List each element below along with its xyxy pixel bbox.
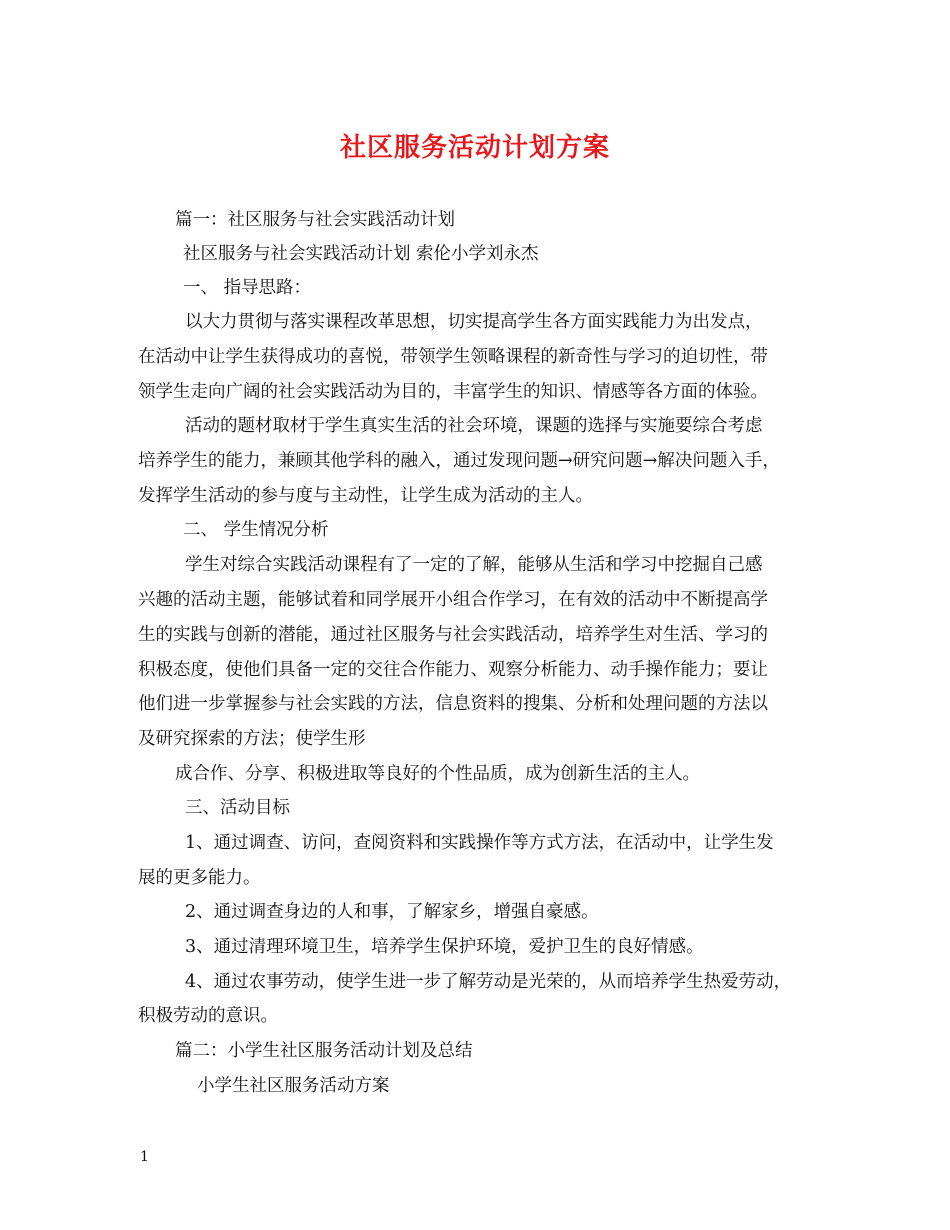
- paragraph-line: 活动的题材取材于学生真实生活的社会环境，课题的选择与实施要综合考虑: [185, 416, 763, 436]
- goal-item-4-continued: 积极劳动的意识。: [138, 1006, 278, 1026]
- goal-item-4: 4、通过农事劳动，使学生进一步了解劳动是光荣的，从而培养学生热爱劳动，: [185, 972, 792, 992]
- document-title: 社区服务活动计划方案: [339, 133, 610, 163]
- subheading-plan-author: 社区服务与社会实践活动计划 索伦小学刘永杰: [183, 244, 539, 264]
- paragraph-line: 积极态度，使他们具备一定的交往合作能力、观察分析能力、动手操作能力；要让: [138, 660, 768, 680]
- paragraph-line: 在活动中让学生获得成功的喜悦，带领学生领略课程的新奇性与学习的迫切性，带: [138, 347, 768, 367]
- paragraph-line: 学生对综合实践活动课程有了一定的了解，能够从生活和学习中挖掘自己感: [185, 555, 763, 575]
- paragraph-line: 成合作、分享、积极进取等良好的个性品质，成为创新生活的主人。: [175, 764, 700, 784]
- paragraph-line: 及研究探索的方法；使学生形: [138, 729, 366, 749]
- subheading-activity-plan: 小学生社区服务活动方案: [197, 1076, 390, 1096]
- heading-activity-goals: 三、活动目标: [185, 798, 290, 818]
- paragraph-line: 以大力贯彻与落实课程改革思想，切实提高学生各方面实践能力为出发点，: [185, 312, 763, 332]
- goal-item-3: 3、通过清理环境卫生，培养学生保护环境，爱护卫生的良好情感。: [185, 937, 704, 957]
- goal-item-1-continued: 展的更多能力。: [138, 868, 261, 888]
- paragraph-line: 他们进一步掌握参与社会实践的方法，信息资料的搜集、分析和处理问题的方法以: [138, 694, 768, 714]
- section-heading-part-two: 篇二：小学生社区服务活动计划及总结: [175, 1041, 473, 1061]
- page-number: 1: [140, 1149, 149, 1165]
- goal-item-2: 2、通过调查身边的人和事，了解家乡，增强自豪感。: [185, 902, 599, 922]
- section-heading-part-one: 篇一：社区服务与社会实践活动计划: [175, 210, 455, 230]
- paragraph-line: 培养学生的能力，兼顾其他学科的融入，通过发现问题→研究问题→解决问题入手，: [138, 451, 780, 471]
- goal-item-1: 1、通过调查、访问，查阅资料和实践操作等方式方法，在活动中，让学生发: [185, 833, 774, 853]
- paragraph-line: 发挥学生活动的参与度与主动性，让学生成为活动的主人。: [138, 486, 593, 506]
- heading-student-analysis: 二、 学生情况分析: [183, 520, 329, 540]
- paragraph-line: 领学生走向广阔的社会实践活动为目的，丰富学生的知识、情感等各方面的体验。: [138, 382, 768, 402]
- heading-guiding-thought: 一、 指导思路：: [183, 278, 312, 298]
- paragraph-line: 兴趣的活动主题，能够试着和同学展开小组合作学习，在有效的活动中不断提高学: [138, 590, 768, 610]
- paragraph-line: 生的实践与创新的潜能，通过社区服务与社会实践活动，培养学生对生活、学习的: [138, 625, 768, 645]
